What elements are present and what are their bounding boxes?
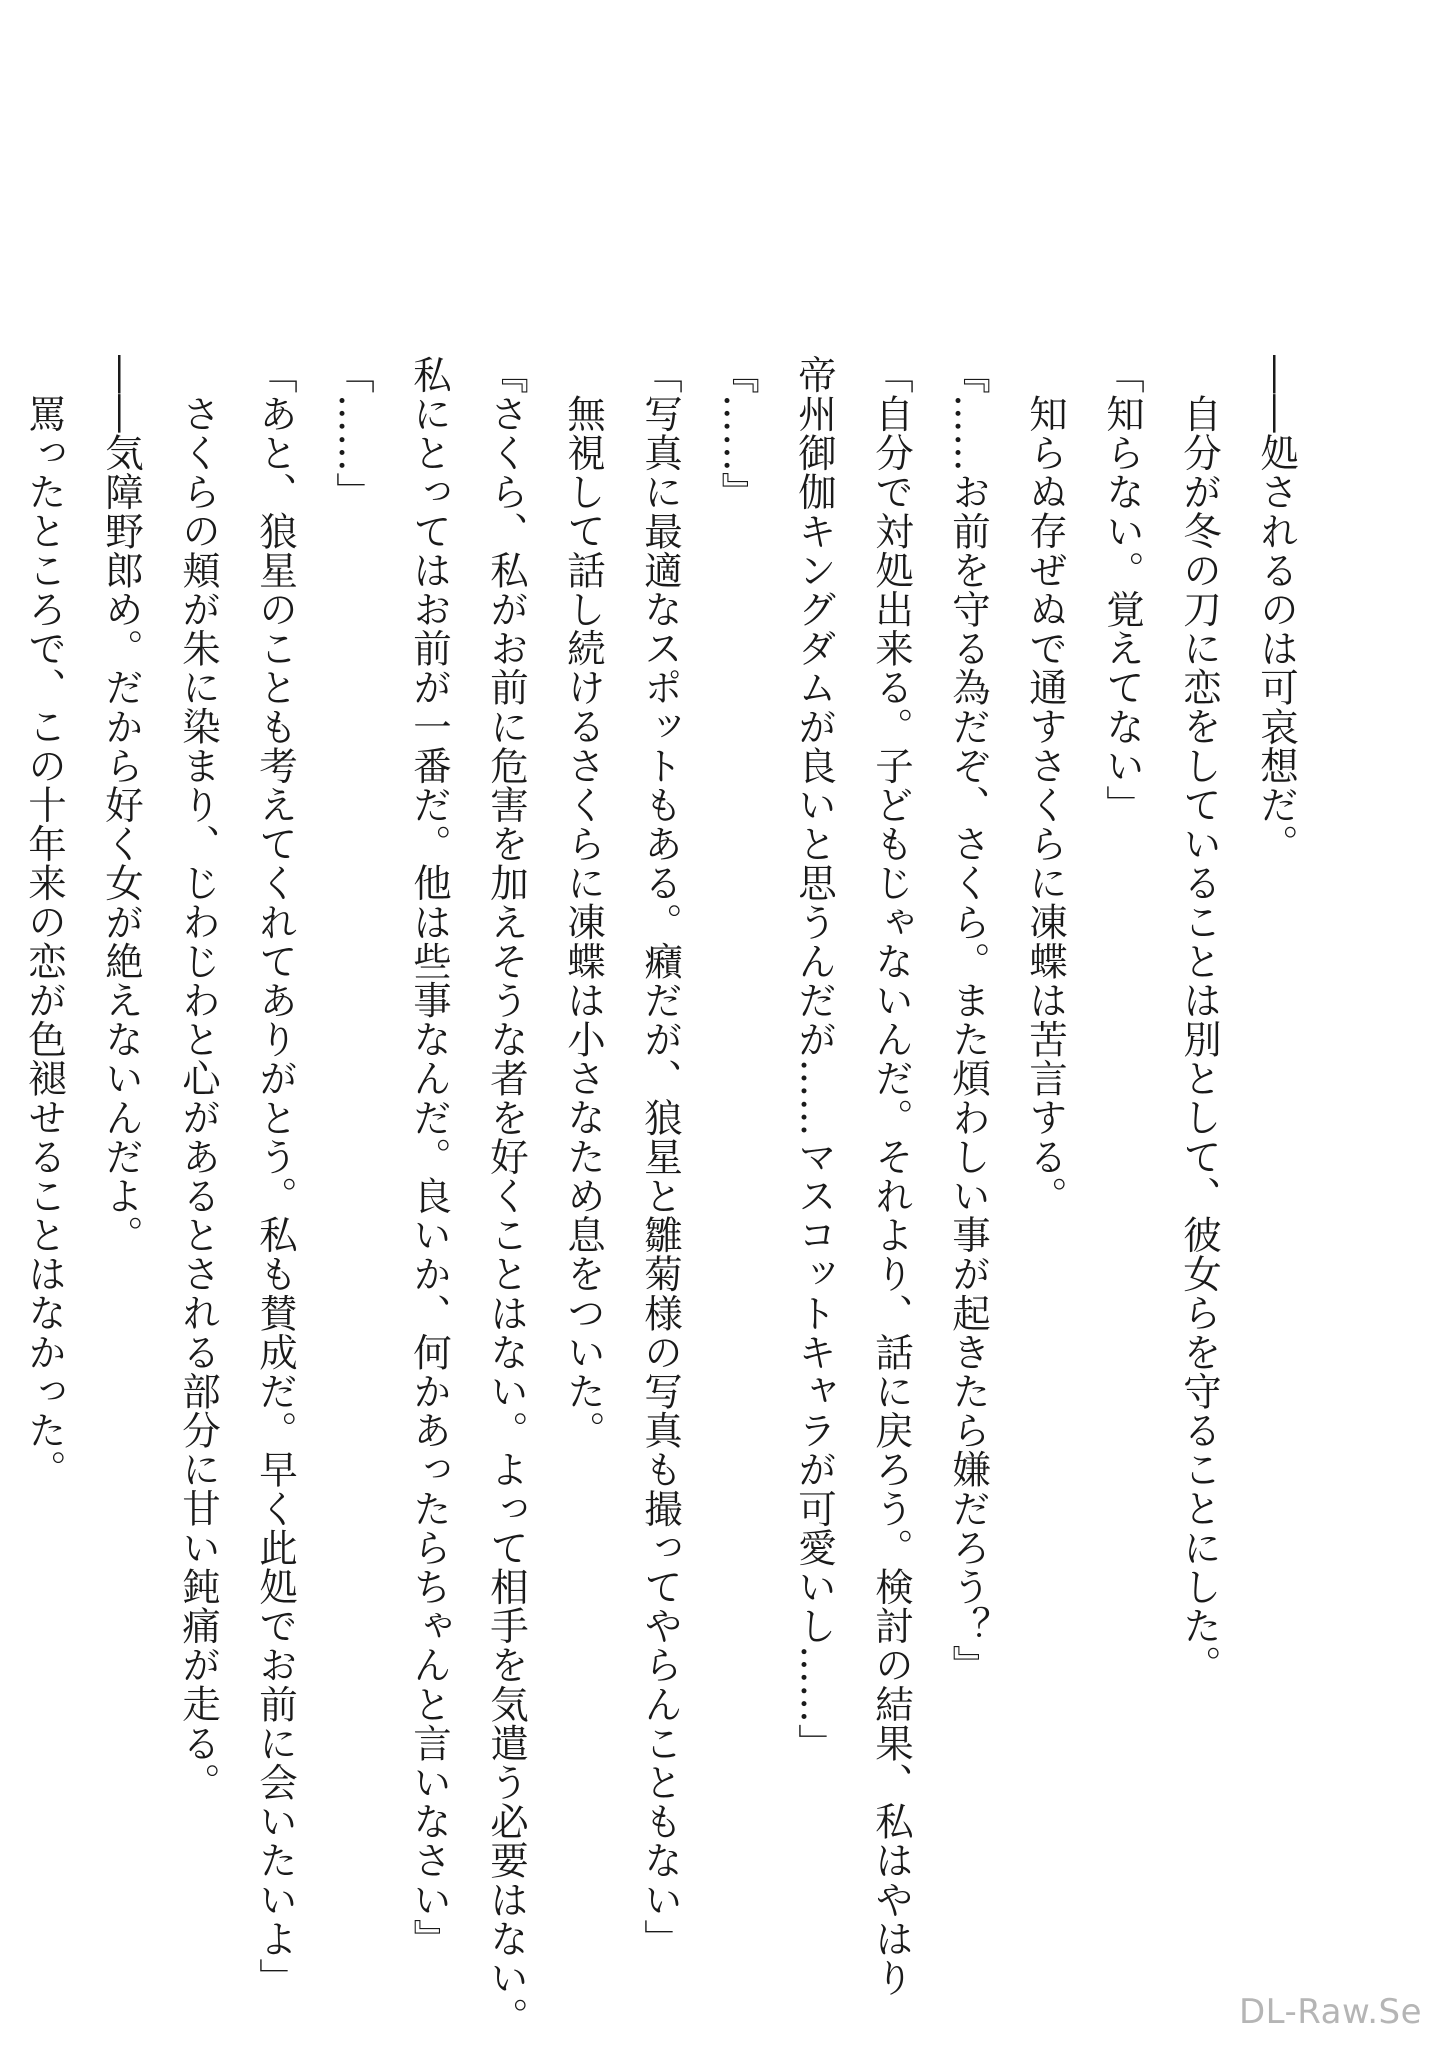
text-line: 「あと、狼星のことも考えてくれてありがとう。私も賛成だ。早く此処でお前に会いたいよ」 (253, 355, 298, 1998)
text-line: 「自分で対処出来る。子どもじゃないんだ。それより、話に戻ろう。検討の結果、私はやはり (869, 355, 914, 1998)
text-line: ――処されるのは可哀想だ。 (1254, 355, 1299, 864)
text-line: 『さくら、私がお前に危害を加えそうな者を好くことはない。よって相手を気遣う必要はない。 (484, 355, 529, 2037)
text-line: 無視して話し続けるさくらに凍蝶は小さなため息をついた。 (561, 393, 606, 1450)
text-line: 自分が冬の刀に恋をしていることは別として、彼女らを守ることにした。 (1177, 393, 1222, 1684)
text-line: 罵ったところで、この十年来の恋が色褪せることはなかった。 (22, 393, 67, 1489)
vertical-text-body (6, 355, 1315, 2037)
text-line: 「知らない。覚えてない」 (1100, 355, 1145, 825)
text-line: 『……』 (715, 355, 760, 512)
text-line: ――気障野郎め。だから好く女が絶えないんだよ。 (99, 355, 144, 1255)
text-line: 私にとってはお前が一番だ。他は些事なんだ。良いか、何かあったらちゃんと言いなさい』 (407, 355, 452, 1959)
text-line: 「……」 (330, 355, 375, 512)
watermark: DL-Raw.Se (1239, 1992, 1422, 2032)
text-line: 帝州御伽キングダムが良いと思うんだが……マスコットキャラが可愛いし……」 (792, 355, 837, 1763)
text-line: 「写真に最適なスポットもある。癪だが、狼星と雛菊様の写真も撮ってやらんこともない」 (638, 355, 683, 1959)
text-line: さくらの頬が朱に染まり、じわじわと心があるとされる部分に甘い鈍痛が走る。 (176, 393, 221, 1802)
text-line: 知らぬ存ぜぬで通すさくらに凍蝶は苦言する。 (1023, 393, 1068, 1215)
text-line: 『……お前を守る為だぞ、さくら。また煩わしい事が起きたら嫌だろう？』 (946, 355, 991, 1685)
